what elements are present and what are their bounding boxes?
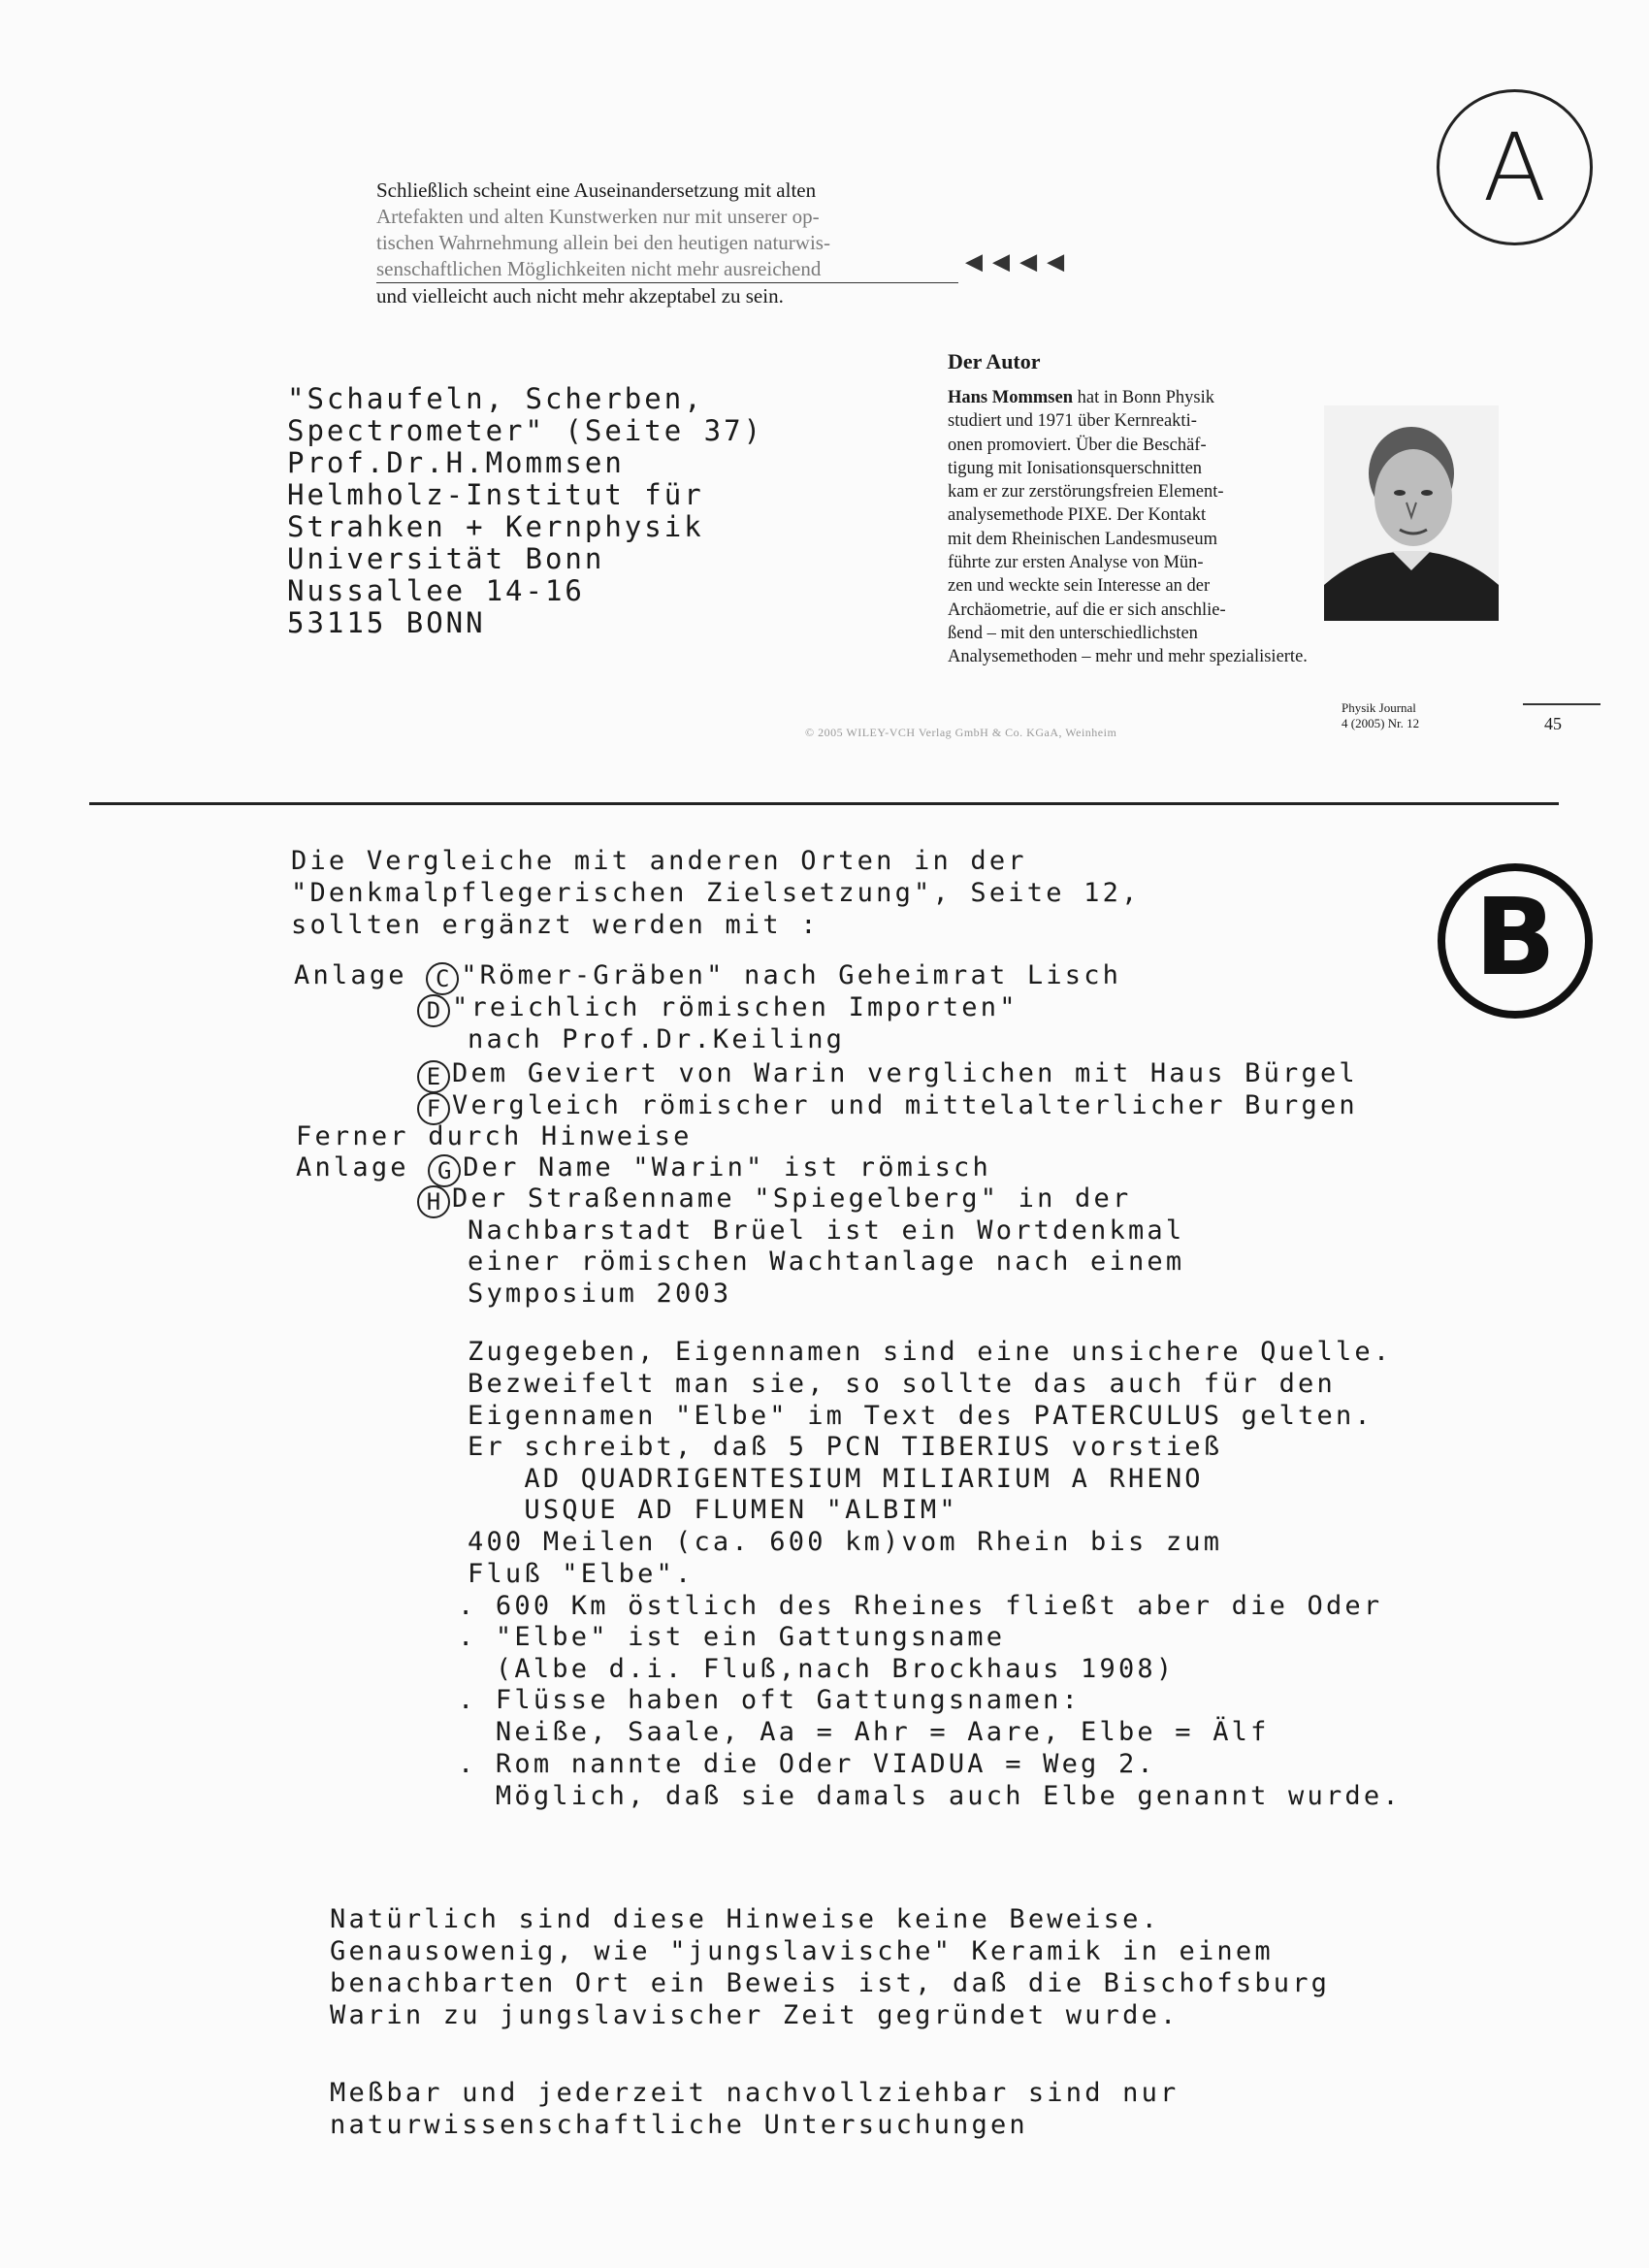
typed-line [296,1152,991,1187]
typed-line-text: einer römischen Wachtanlage nach einem [468,1247,1185,1277]
address-line: Prof.Dr.H.Mommsen [287,446,625,479]
bio-line: führte zur ersten Analyse von Mün- [948,553,1204,573]
page-number-rule [1523,703,1600,705]
typed-line-text: naturwissenschaftliche Untersuchungen [330,2110,1028,2140]
enclosure-circle-mark: F [417,1092,450,1125]
bio-line: studiert und 1971 über Kernreakti- [948,411,1197,432]
typed-line [468,1337,1392,1367]
typed-line-text: Neiße, Saale, Aa = Ahr = Aare, Elbe = Älf [458,1717,1270,1747]
enclosure-circle-mark: G [428,1154,461,1187]
address-line: "Schaufeln, Scherben, [287,382,704,415]
typed-line [330,1936,1274,1966]
typed-line-text: Dem Geviert von Warin verglichen mit Haus Bürgel [452,1058,1358,1088]
bio-line: kam er zur zerstörungsfreien Element- [948,482,1224,502]
author-heading: Der Autor [948,349,1041,373]
typed-line [468,1495,958,1525]
journal-reference [1342,700,1419,731]
typed-line [468,1527,1222,1557]
address-line: Universität Bonn [287,542,605,575]
address-line: Nussallee 14-16 [287,574,585,607]
typed-line-text: Eigennamen "Elbe" im Text des PATERCULUS gelten. [468,1401,1374,1431]
typed-line-text: Zugegeben, Eigennamen sind eine unsichere Quelle. [468,1337,1393,1367]
typed-line-text: Möglich, daß sie damals auch Elbe genannt wurde. [458,1781,1402,1811]
typed-line [458,1717,1270,1747]
typed-line-text: Symposium 2003 [468,1279,732,1309]
copyright-footer: © 2005 WILEY-VCH Verlag GmbH & Co. KGaA, Weinheim [805,726,1117,739]
enclosure-prefix: Anlage [296,1152,429,1183]
quote-line: tischen Wahrnehmung allein bei den heutigen naturwis- [376,231,830,254]
typed-line-text: Genausowenig, wie "jungslavische" Keramik in einem [330,1936,1274,1966]
author-name: Hans Mommsen [948,388,1073,407]
enclosure-circle-mark: H [417,1185,450,1218]
typed-line [294,960,1121,995]
typed-line-text: Fluß "Elbe". [468,1559,695,1589]
typed-line [296,1121,693,1151]
typed-line [417,992,1018,1027]
typed-line-text: "Denkmalpflegerischen Zielsetzung", Seite 12, [291,878,1141,908]
typed-line [417,1058,1358,1093]
typed-line-text: Der Name "Warin" ist römisch [463,1152,991,1183]
typed-line-text: Ferner durch Hinweise [296,1121,693,1151]
bio-line: Analysemethoden – mehr und mehr spezialisierte. [948,647,1308,667]
typed-line-text: Warin zu jungslavischer Zeit gegründet wurde. [330,2000,1180,2030]
typed-line [330,2110,1028,2140]
bio-line: ßend – mit den unterschiedlichsten [948,623,1198,643]
typed-line [291,910,820,940]
bio-line: Archäometrie, auf die er sich anschlie- [948,599,1226,620]
typed-line [468,1247,1184,1277]
typed-line-text: Natürlich sind diese Hinweise keine Beweise. [330,1904,1161,1934]
typed-line-text: benachbarten Ort ein Beweis ist, daß die Bischofsburg [330,1968,1331,1998]
journal-name: Physik Journal [1342,700,1416,715]
section-divider [89,802,1559,805]
arrow-markers-icon: ◀◀◀◀ [965,244,1075,278]
typed-line [330,2078,1180,2108]
typed-line-text: "Römer-Gräben" nach Geheimrat Lisch [461,960,1122,990]
quote-line: und vielleicht auch nicht mehr akzeptabel zu sein. [376,284,784,308]
bio-line: tigung mit Ionisationsquerschnitten [948,458,1203,478]
bio-line: mit dem Rheinischen Landesmuseum [948,529,1217,549]
address-line: Spectrometer" (Seite 37) [287,414,764,447]
typed-line [468,1279,731,1309]
enclosure-circle-mark: C [426,962,459,995]
typed-line [291,846,1027,876]
typed-line-text: Die Vergleiche mit anderen Orten in der [291,846,1027,876]
typed-line [468,1024,845,1054]
section-a-badge [1437,89,1593,245]
typed-line [458,1622,1005,1652]
typed-line-text: Vergleich römischer und mittelalterlicher Burgen [452,1090,1358,1120]
address-block [287,383,763,639]
address-line: 53115 BONN [287,606,486,639]
typed-line-text: Der Straßenname "Spiegelberg" in der [452,1183,1132,1214]
typed-line-text: Bezweifelt man sie, so sollte das auch für den [468,1369,1336,1399]
quote-line: Schließlich scheint eine Auseinandersetzung mit alten [376,178,817,202]
typed-line [468,1401,1374,1431]
enclosure-circle-mark: D [417,994,450,1027]
bio-line: hat in Bonn Physik [1073,388,1214,407]
address-line: Strahken + Kernphysik [287,510,704,543]
typed-line [458,1749,1156,1779]
section-a-letter: A [1482,113,1547,222]
typed-line-text: (Albe d.i. Fluß,nach Brockhaus 1908) [458,1654,1176,1684]
typed-line-text: AD QUADRIGENTESIUM MILIARIUM A RHENO [468,1464,1204,1494]
bio-line: zen und weckte sein Interesse an der [948,576,1211,597]
author-portrait [1324,405,1499,621]
typed-line-text: 400 Meilen (ca. 600 km)vom Rhein bis zum [468,1527,1223,1557]
typed-line [468,1559,694,1589]
typed-line [458,1781,1402,1811]
typed-line [468,1432,1222,1462]
typed-line [458,1654,1175,1684]
section-b-letter: B [1474,875,1556,999]
typed-line [417,1183,1131,1218]
typed-line-text: USQUE AD FLUMEN "ALBIM" [468,1495,958,1525]
typed-line-text: nach Prof.Dr.Keiling [468,1024,846,1054]
typed-line [468,1464,1204,1494]
enclosure-circle-mark: E [417,1060,450,1093]
typed-line-text: . Rom nannte die Oder VIADUA = Weg 2. [458,1749,1156,1779]
typed-line-text: Meßbar und jederzeit nachvollziehbar sind nur [330,2078,1180,2108]
typed-line [417,1090,1358,1125]
bio-line: analysemethode PIXE. Der Kontakt [948,505,1207,526]
typed-line [330,2000,1180,2030]
typed-line [468,1215,1184,1246]
address-line: Helmholz-Institut für [287,478,704,511]
journal-issue: 4 (2005) Nr. 12 [1342,716,1420,730]
page-number: 45 [1544,714,1562,733]
section-b-badge [1438,863,1593,1019]
typed-line-text: Nachbarstadt Brüel ist ein Wortdenkmal [468,1215,1185,1246]
quote-line: senschaftlichen Möglichkeiten nicht mehr ausreichend [376,256,958,283]
typed-line [291,878,1141,908]
typed-line-text: . 600 Km östlich des Rheines fließt aber die Oder [458,1591,1383,1621]
typed-line-text: sollten ergänzt werden mit : [291,910,820,940]
typed-line-text: "reichlich römischen Importen" [452,992,1018,1022]
typed-line [468,1369,1336,1399]
enclosure-prefix: Anlage [294,960,427,990]
typed-line [458,1591,1382,1621]
typed-line-text: Er schreibt, daß 5 PCN TIBERIUS vorstieß [468,1432,1223,1462]
typed-line-text: . Flüsse haben oft Gattungsnamen: [458,1685,1082,1715]
typed-line [330,1968,1330,1998]
article-quote [376,178,958,309]
quote-line: Artefakten und alten Kunstwerken nur mit unserer op- [376,205,820,228]
typed-line [458,1685,1081,1715]
typed-line-text: . "Elbe" ist ein Gattungsname [458,1622,1006,1652]
bio-line: onen promoviert. Über die Beschäf- [948,435,1207,455]
typed-line [330,1904,1160,1934]
